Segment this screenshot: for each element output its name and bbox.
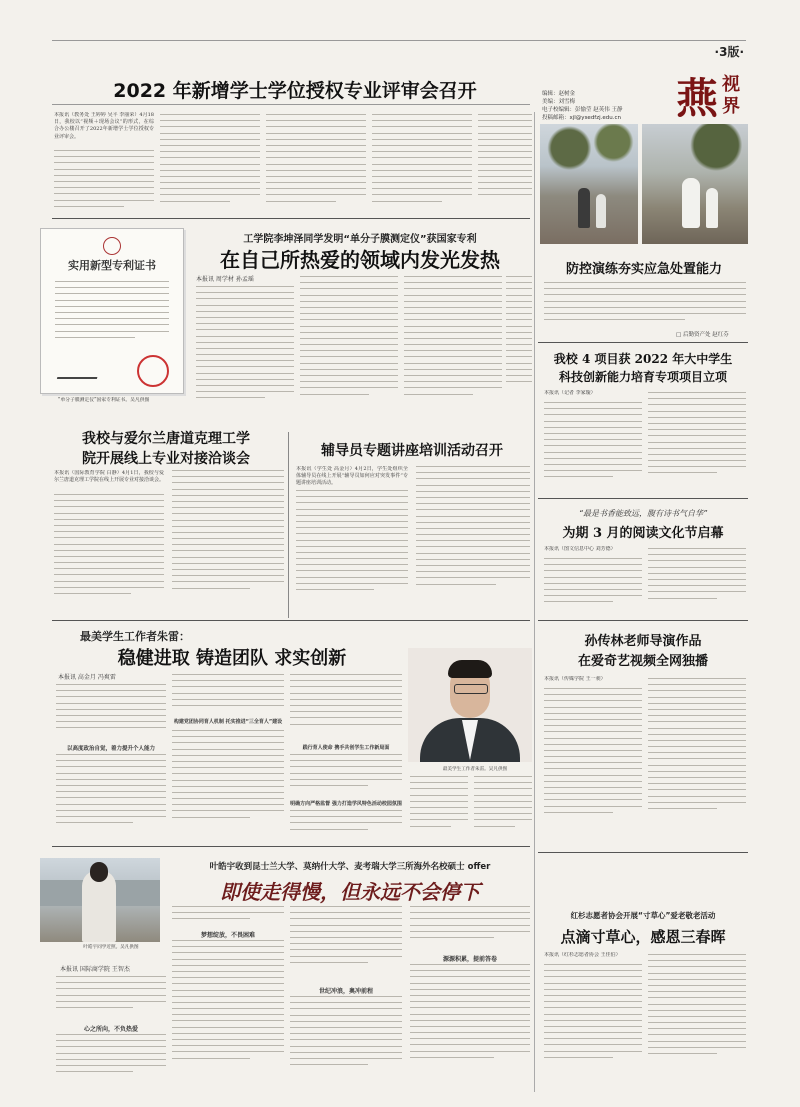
editor-line: 美编：刘雪梅 <box>542 99 576 105</box>
person-shape <box>578 188 590 228</box>
article-body <box>544 964 642 1086</box>
rule <box>538 342 748 343</box>
certificate-title: 实用新型专利证书 <box>68 259 156 272</box>
article-body <box>544 688 642 842</box>
article-body <box>56 684 166 742</box>
article-body <box>172 940 284 1086</box>
article-title-projects-2: 科技创新能力培育专项项目立项 <box>558 370 727 384</box>
article-body <box>474 776 532 840</box>
article-body <box>54 494 164 616</box>
article-subtitle: 红杉志愿者协会开展“寸草心”爱老敬老活动 <box>570 911 716 920</box>
article-subtitle: 工学院李坤泽同学发明“单分子膜测定仪”获国家专利 <box>243 234 477 245</box>
patent-certificate <box>40 228 184 394</box>
editor-line: 投稿邮箱：xjl@ysedfzj.edu.cn <box>542 115 622 121</box>
section-heading: 践行育人使命 携手共创学生工作新局面 <box>302 745 390 751</box>
article-body <box>290 906 402 982</box>
article-byline: 本报讯 周学材 孙孟瑶 <box>196 276 254 283</box>
article-title-reading: 为期 3 月的阅读文化节启幕 <box>562 526 724 541</box>
certificate-text <box>55 281 169 351</box>
person-shape <box>706 188 718 228</box>
article-title-ireland-2: 院开展线上专业对接洽谈会 <box>82 451 250 467</box>
article-byline: 本报讯 国际商学院 王智杰 <box>60 966 130 973</box>
rule <box>538 852 748 853</box>
article-body <box>290 674 402 742</box>
editor-line: 电子校编辑：彭愉莹 赵英伟 王静 <box>542 107 623 113</box>
article-body <box>172 730 284 840</box>
article-body <box>266 114 366 212</box>
article-byline: 本报讯（图文信息中心 刘芳德） <box>544 546 616 552</box>
section-heading: 构建党团协同育人机制 托实推进“三全育人”建设 <box>173 719 283 725</box>
yehaoyu-photo <box>40 858 160 942</box>
article-body <box>300 276 398 414</box>
article-body <box>478 114 532 212</box>
article-body <box>290 754 402 800</box>
article-body <box>410 776 468 840</box>
article-body <box>290 996 402 1086</box>
article-byline: 本报讯（国际教育学院 白静）4月1日，我校与爱尔兰唐道克理工学院在线上开展专业对接洽谈会。 <box>54 470 164 484</box>
person-shape <box>596 194 606 228</box>
certificate-signature <box>57 363 101 379</box>
header-top-rule <box>52 40 746 41</box>
masthead-jie: 界 <box>722 96 740 117</box>
article-title-patent: 在自己所热爱的领域内发光发热 <box>220 248 500 272</box>
article-body <box>56 1034 166 1086</box>
rule <box>52 218 530 219</box>
article-title-sun: 孙传林老师导演作品 <box>584 634 702 649</box>
certificate-emblem <box>103 237 121 255</box>
photo-caption: 叶皓宇同学近照。吴凡供图 <box>83 945 139 950</box>
zhulei-portrait <box>408 648 532 762</box>
article-body <box>544 558 642 618</box>
article-byline: 本报讯（传媒学院 王一昶） <box>544 676 606 682</box>
tree-shape <box>540 124 638 184</box>
rule-under-title <box>52 104 530 105</box>
rule <box>52 620 530 621</box>
article-body <box>290 810 402 840</box>
article-body <box>416 466 530 616</box>
editor-line: 编辑：赵树金 <box>542 91 576 97</box>
portrait-glasses <box>454 684 488 694</box>
portrait-hair <box>448 660 492 678</box>
article-body <box>296 490 408 616</box>
article-body <box>172 470 284 616</box>
page-number: ·3版· <box>714 45 744 59</box>
masthead-yan: 燕 <box>676 74 719 123</box>
article-body <box>56 976 166 1022</box>
article-body <box>648 392 746 494</box>
section-heading: 以高度政治自觉，着力提升个人能力 <box>66 746 155 752</box>
section-heading: 源源积累，提前答卷 <box>442 956 497 963</box>
article-title-zhulei: 稳健进取 铸造团队 求实创新 <box>117 648 347 669</box>
column-divider <box>288 432 289 618</box>
drill-photo-right <box>642 124 748 244</box>
article-body <box>648 548 746 618</box>
masthead-shi: 视 <box>722 74 740 95</box>
article-body <box>506 276 532 414</box>
editors-block <box>542 90 662 122</box>
section-heading: 心之所向，不负热爱 <box>83 1026 138 1033</box>
article-body <box>172 674 284 718</box>
rule <box>52 846 530 847</box>
article-body <box>544 282 746 328</box>
article-quote: “最是书香能致远，腹有诗书气自华” <box>578 509 708 518</box>
article-title-sun-2: 在爱奇艺视频全网独播 <box>577 654 708 669</box>
certificate-caption: “单分子膜测定仪”国家专利证书。吴凡供图 <box>58 398 150 403</box>
article-subtitle: 最美学生工作者朱雷： <box>80 630 190 643</box>
article-body <box>404 276 502 414</box>
article-subtitle: 叶皓宇收到昆士兰大学、莫纳什大学、麦考瑞大学三所海外名校硕士 offer <box>209 862 491 872</box>
article-body <box>544 402 642 494</box>
article-body <box>648 678 746 842</box>
article-body <box>172 906 284 926</box>
article-byline: 本报讯 高金月 冯爽雷 <box>58 674 116 681</box>
article-body <box>56 754 166 840</box>
section-heading: 世纪冲浪，奥冲前程 <box>318 988 373 995</box>
article-body <box>196 286 294 414</box>
column-divider <box>534 112 535 1092</box>
article-title-projects: 我校 4 项目获 2022 年大中学生 <box>553 352 733 366</box>
article-body <box>410 906 530 950</box>
person-shape <box>682 178 700 228</box>
section-heading: 梦想绽放，不畏困难 <box>200 932 255 939</box>
article-body <box>160 114 260 212</box>
article-title-ye: 即使走得慢，但永远不会停下 <box>220 880 480 904</box>
article-title-volunteer: 点滴寸草心，感恩三春晖 <box>560 928 726 946</box>
article-title-ireland: 我校与爱尔兰唐道克理工学 <box>82 431 250 447</box>
article-byline: 本报讯（记者 李家璇） <box>544 390 596 396</box>
article-body <box>54 150 154 212</box>
article-byline: 本报讯（教务处 王婷婷 吴平 李丽荣）4月18日，我校以“视频＋现场会议”的形式，在综合办公楼召开了2022年新增学士学位授权专业评审会。 <box>54 112 154 140</box>
article-title-training: 辅导员专题讲座培训活动召开 <box>321 443 503 459</box>
article-body <box>648 954 746 1086</box>
photo-caption: 最美学生工作者朱雷。吴凡供图 <box>442 767 508 772</box>
article-byline: 本报讯（学生处 高金月）4月2日，学生处组织全体辅导员在线上开展“辅导员如何应对突发事件”专题讲座培训活动。 <box>296 466 408 487</box>
photo-person-head <box>90 862 108 882</box>
tree-shape <box>642 124 748 184</box>
drill-photo-left <box>540 124 638 244</box>
rule <box>538 498 748 499</box>
article-byline: 本报讯（红杉志愿者协会 王佳伯） <box>544 952 621 958</box>
rule <box>538 620 748 621</box>
section-heading: 明确方向严格监督 强力打造学风特色活动校园氛围 <box>290 801 402 807</box>
certificate-seal <box>137 355 169 387</box>
article-title-drill: 防控演练夯实应急处置能力 <box>565 262 722 277</box>
article-body <box>410 964 530 1086</box>
article-credit: □ 后勤资产处 赵红芬 <box>676 332 729 338</box>
article-body <box>372 114 472 212</box>
article-title-degree-review: 2022 年新增学士学位授权专业评审会召开 <box>113 80 477 102</box>
